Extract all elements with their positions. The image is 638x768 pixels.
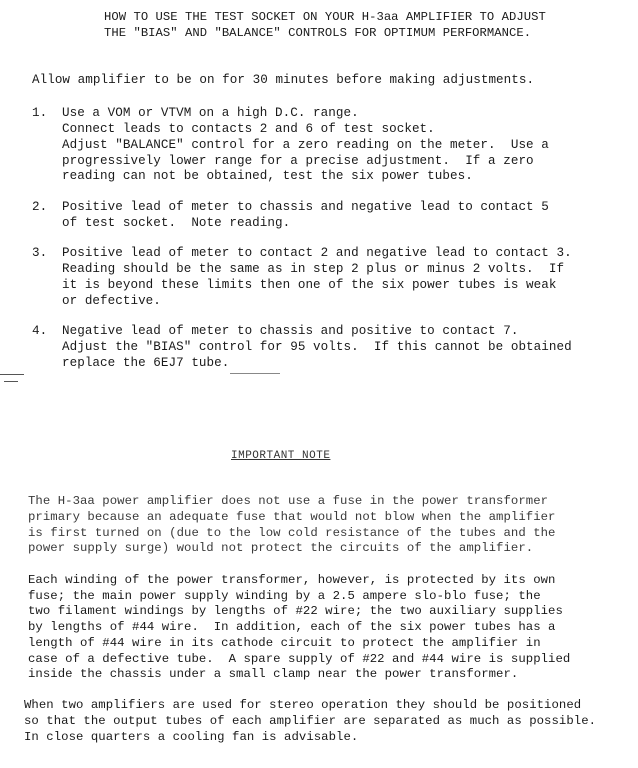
step-4-line: replace the 6EJ7 tube. <box>62 356 230 370</box>
note-paragraph-1-line: primary because an adequate fuse that would not blow when the amplifier <box>28 510 556 524</box>
note-paragraph-1-line: is first turned on (due to the low cold resistance of the tubes and the <box>28 526 556 540</box>
step-number: 2. <box>32 200 48 214</box>
intro-text: Allow amplifier to be on for 30 minutes before making adjustments. <box>32 73 535 87</box>
scan-mark <box>230 373 280 374</box>
step-2-line: of test socket. Note reading. <box>62 216 291 230</box>
step-4-line: Negative lead of meter to chassis and positive to contact 7. <box>62 324 519 338</box>
step-number: 4. <box>32 324 48 338</box>
note-paragraph-2-line: two filament windings by lengths of #22 wire; the two auxiliary supplies <box>28 604 563 618</box>
step-number: 3. <box>32 246 48 260</box>
note-paragraph-2-line: by lengths of #44 wire. In addition, each of the six power tubes has a <box>28 620 556 634</box>
important-note-heading: IMPORTANT NOTE <box>231 450 331 462</box>
step-4-line: Adjust the "BIAS" control for 95 volts. If this cannot be obtained <box>62 340 572 354</box>
step-1-line: Connect leads to contacts 2 and 6 of test socket. <box>62 122 435 136</box>
note-paragraph-2-line: length of #44 wire in its cathode circuit to protect the amplifier in <box>28 636 541 650</box>
step-1-line: progressively lower range for a precise adjustment. If a zero <box>62 154 534 168</box>
step-2-line: Positive lead of meter to chassis and negative lead to contact 5 <box>62 200 549 214</box>
note-paragraph-2-line: case of a defective tube. A spare supply of #22 and #44 wire is supplied <box>28 652 571 666</box>
scan-mark <box>0 374 24 375</box>
note-paragraph-3-line: so that the output tubes of each amplifier are separated as much as possible. <box>24 714 597 728</box>
title-line-2: THE "BIAS" AND "BALANCE" CONTROLS FOR OPTIMUM PERFORMANCE. <box>104 26 532 40</box>
note-paragraph-3-line: In close quarters a cooling fan is advisable. <box>24 730 359 744</box>
step-number: 1. <box>32 106 48 120</box>
note-paragraph-1-line: The H-3aa power amplifier does not use a fuse in the power transformer <box>28 494 549 508</box>
note-paragraph-2-line: fuse; the main power supply winding by a 2.5 ampere slo-blo fuse; the <box>28 589 541 603</box>
note-paragraph-3-line: When two amplifiers are used for stereo operation they should be positioned <box>24 698 582 712</box>
step-3-line: it is beyond these limits then one of the six power tubes is weak <box>62 278 557 292</box>
step-3-line: Reading should be the same as in step 2 plus or minus 2 volts. If <box>62 262 565 276</box>
title-line-1: HOW TO USE THE TEST SOCKET ON YOUR H-3aa AMPLIFIER TO ADJUST <box>104 10 546 24</box>
note-paragraph-2-line: inside the chassis under a small clamp near the power transformer. <box>28 667 519 681</box>
scan-mark <box>4 381 18 382</box>
step-1-line: Use a VOM or VTVM on a high D.C. range. <box>62 106 359 120</box>
step-1-line: Adjust "BALANCE" control for a zero reading on the meter. Use a <box>62 138 549 152</box>
step-3-line: or defective. <box>62 294 161 308</box>
step-1-line: reading can not be obtained, test the six power tubes. <box>62 169 473 183</box>
step-3-line: Positive lead of meter to contact 2 and negative lead to contact 3. <box>62 246 572 260</box>
note-paragraph-2-line: Each winding of the power transformer, however, is protected by its own <box>28 573 556 587</box>
note-paragraph-1-line: power supply surge) would not protect the circuits of the amplifier. <box>28 541 534 555</box>
